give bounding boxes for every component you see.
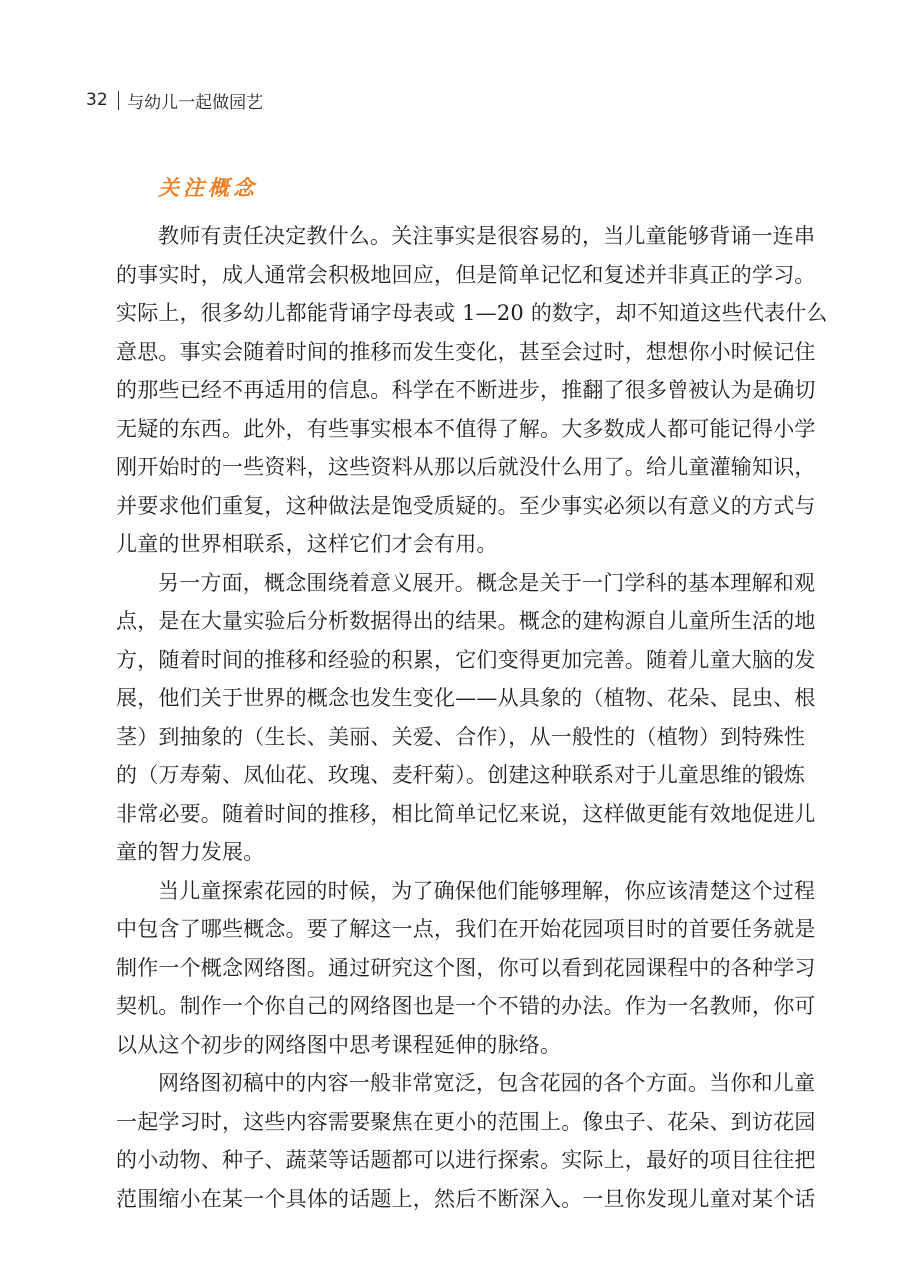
text-line: 一起学习时，这些内容需要聚焦在更小的范围上。像虫子、花朵、到访花园 xyxy=(116,1109,816,1134)
text-line: 的事实时，成人通常会积极地回应，但是简单记忆和复述并非真正的学习。 xyxy=(116,262,816,287)
page-number: 32 xyxy=(86,90,108,110)
text-line: 范围缩小在某一个具体的话题上，然后不断深入。一旦你发现儿童对某个话 xyxy=(116,1186,816,1211)
text-line: 当儿童探索花园的时候，为了确保他们能够理解，你应该清楚这个过程 xyxy=(158,878,816,903)
text-line: 的（万寿菊、凤仙花、玫瑰、麦秆菊）。创建这种联系对于儿童思维的锻炼 xyxy=(116,763,806,787)
book-title: 与幼儿一起做园艺 xyxy=(127,92,264,113)
running-head xyxy=(86,86,263,114)
text-line: 网络图初稿中的内容一般非常宽泛，包含花园的各个方面。当你和儿童 xyxy=(158,1071,816,1095)
text-line: 刚开始时的一些资料，这些资料从那以后就没什么用了。给儿童灌输知识， xyxy=(116,455,816,479)
text-line: 童的智力发展。 xyxy=(116,840,265,864)
text-line: 实际上，很多幼儿都能背诵字母表或 1—20 的数字，却不知道这些代表什么 xyxy=(116,301,828,325)
text-line: 的小动物、种子、蔬菜等话题都可以进行探索。实际上，最好的项目往往把 xyxy=(116,1148,816,1172)
paragraph xyxy=(116,1064,816,1218)
text-line: 非常必要。随着时间的推移，相比简单记忆来说，这样做更能有效地促进儿 xyxy=(116,801,816,826)
text-line: 的那些已经不再适用的信息。科学在不断进步，推翻了很多曾被认为是确切 xyxy=(116,378,816,402)
text-line: 点，是在大量实验后分析数据得出的结果。概念的建构源自儿童所生活的地 xyxy=(116,609,816,633)
text-line: 契机。制作一个你自己的网络图也是一个不错的办法。作为一名教师，你可 xyxy=(116,994,816,1018)
text-line: 制作一个概念网络图。通过研究这个图，你可以看到花园课程中的各种学习 xyxy=(116,955,816,980)
text-line: 并要求他们重复，这种做法是饱受质疑的。至少事实必须以有意义的方式与 xyxy=(116,493,816,518)
text-line: 中包含了哪些概念。要了解这一点，我们在开始花园项目时的首要任务就是 xyxy=(116,917,816,941)
text-line: 无疑的东西。此外，有些事实根本不值得了解。大多数成人都可能记得小学 xyxy=(116,416,816,441)
paragraph xyxy=(116,217,828,564)
section-heading: 关注概念 xyxy=(158,176,258,200)
text-line: 另一方面，概念围绕着意义展开。概念是关于一门学科的基本理解和观 xyxy=(158,570,816,595)
paragraph xyxy=(116,564,816,872)
text-line: 方，随着时间的推移和经验的积累，它们变得更加完善。随着儿童大脑的发 xyxy=(116,647,816,672)
text-line: 教师有责任决定教什么。关注事实是很容易的，当儿童能够背诵一连串 xyxy=(158,224,816,248)
text-line: 茎）到抽象的（生长、美丽、关爱、合作），从一般性的（植物）到特殊性 xyxy=(116,724,806,749)
text-line: 以从这个初步的网络图中思考课程延伸的脉络。 xyxy=(116,1032,562,1057)
text-line: 儿童的世界相联系，这样它们才会有用。 xyxy=(116,532,498,556)
body-text xyxy=(116,217,828,1218)
text-line: 意思。事实会随着时间的推移而发生变化，甚至会过时，想想你小时候记住 xyxy=(116,339,816,364)
header-divider xyxy=(118,91,120,110)
paragraph xyxy=(116,872,816,1065)
text-line: 展，他们关于世界的概念也发生变化——从具象的（植物、花朵、昆虫、根 xyxy=(116,686,816,710)
